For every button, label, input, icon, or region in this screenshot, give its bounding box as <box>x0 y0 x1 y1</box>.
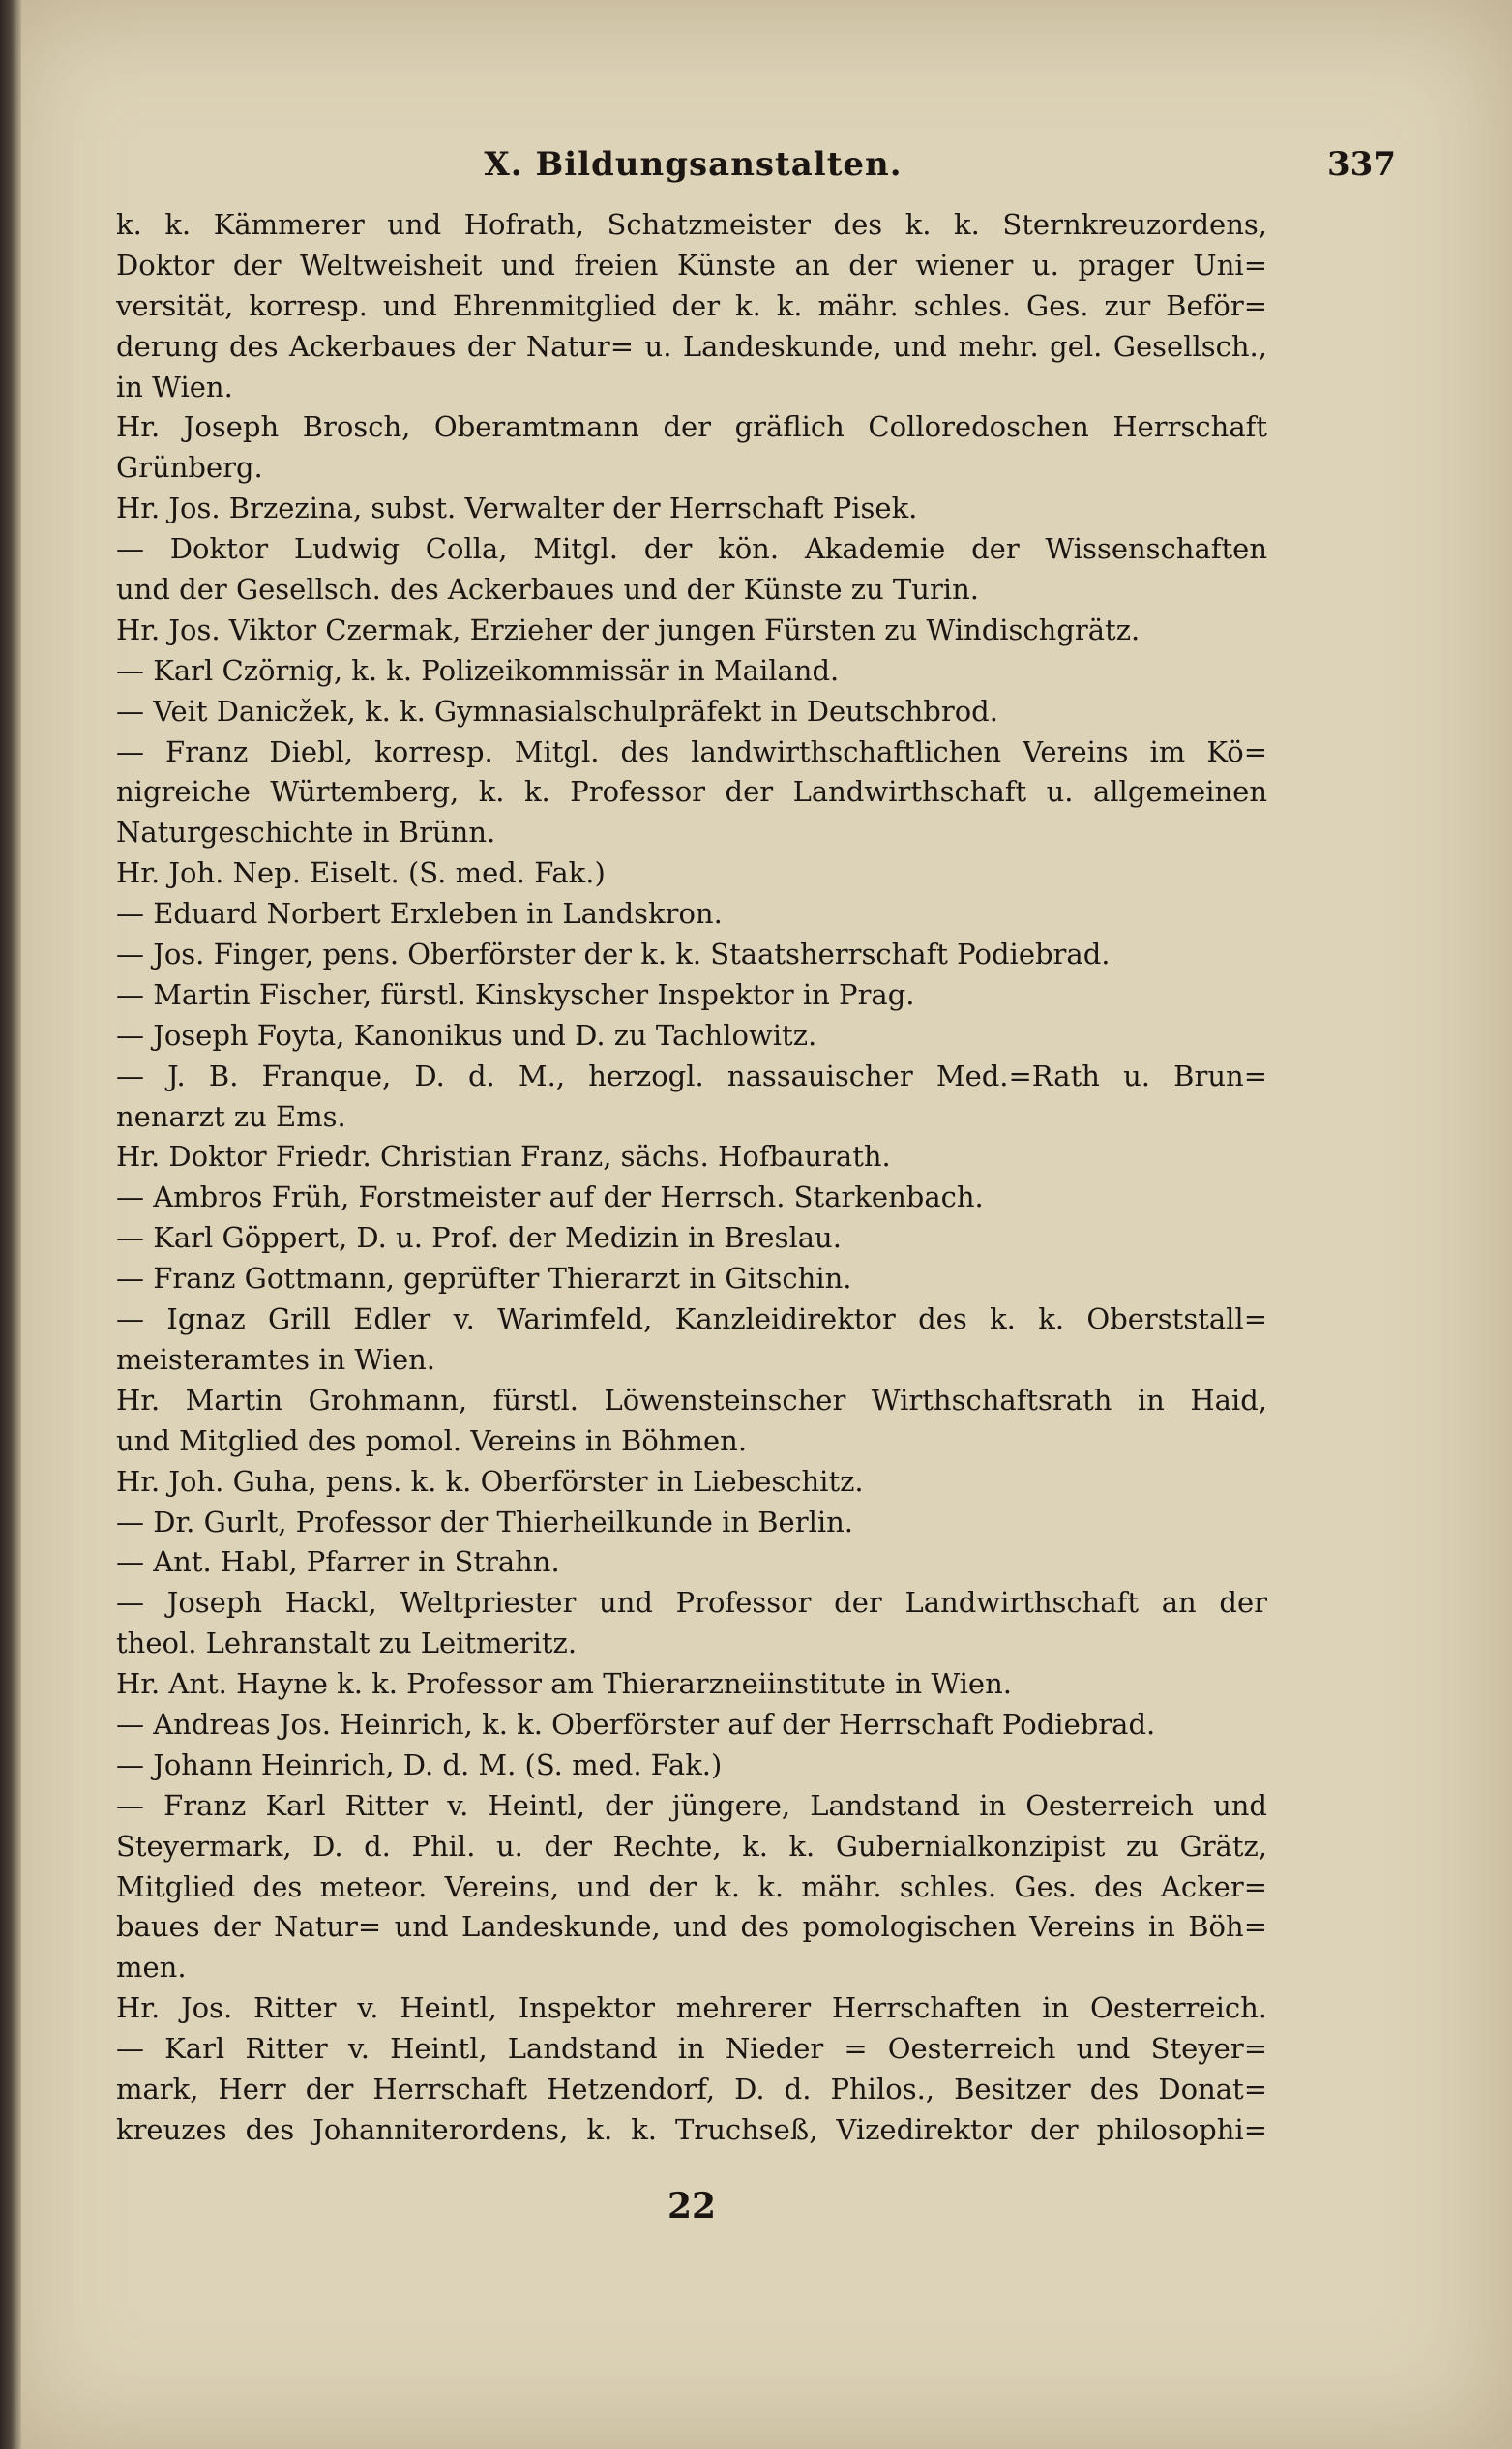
text-line: mark, Herr der Herrschaft Hetzendorf, D. d. Philos., Besitzer des Donat= <box>116 2072 1267 2106</box>
text-line: nigreiche Würtemberg, k. k. Professor der Landwirthschaft u. allgemeinen <box>116 775 1267 809</box>
text-line: und Mitglied des pomol. Vereins in Böhmen. <box>116 1423 748 1457</box>
text-line: derung des Ackerbaues der Natur= u. Landeskunde, und mehr. gel. Gesellsch., <box>116 329 1267 363</box>
text-line: in Wien. <box>116 370 233 403</box>
text-line: — Joseph Hackl, Weltpriester und Professor der Landwirthschaft an der <box>116 1586 1267 1620</box>
text-line: — Karl Ritter v. Heintl, Landstand in Nieder = Oesterreich und Steyer= <box>116 2032 1267 2066</box>
text-line: — Dr. Gurlt, Professor der Thierheilkunde in Berlin. <box>116 1505 854 1538</box>
text-line: — Karl Göppert, D. u. Prof. der Medizin in Breslau. <box>116 1221 842 1255</box>
text-line: — Ambros Früh, Forstmeister auf der Herrsch. Starkenbach. <box>116 1180 984 1214</box>
text-line: — Joseph Foyta, Kanonikus und D. zu Tachlowitz. <box>116 1018 817 1052</box>
text-line: Hr. Doktor Friedr. Christian Franz, sächs. Hofbaurath. <box>116 1140 891 1174</box>
text-line: Doktor der Weltweisheit und freien Künste an der wiener u. prager Uni= <box>116 248 1267 282</box>
page-header <box>116 145 1396 194</box>
text-line: Grünberg. <box>116 451 263 485</box>
text-line: — J. B. Franque, D. d. M., herzogl. nassauischer Med.=Rath u. Brun= <box>116 1059 1267 1092</box>
text-line: Naturgeschichte in Brünn. <box>116 816 496 850</box>
text-line: — Ant. Habl, Pfarrer in Strahn. <box>116 1545 560 1579</box>
text-line: Hr. Joseph Brosch, Oberamtmann der gräflich Colloredoschen Herrschaft <box>116 410 1267 444</box>
text-line: baues der Natur= und Landeskunde, und des pomologischen Vereins in Böh= <box>116 1910 1267 1944</box>
text-line: — Jos. Finger, pens. Oberförster der k. k. Staatsherrschaft Podiebrad. <box>116 938 1111 971</box>
text-line: Hr. Jos. Brzezina, subst. Verwalter der Herrschaft Pisek. <box>116 492 918 525</box>
text-line: men. <box>116 1951 187 1985</box>
text-line: Hr. Joh. Nep. Eiselt. (S. med. Fak.) <box>116 856 606 890</box>
text-line: Hr. Martin Grohmann, fürstl. Löwensteinscher Wirthschaftsrath in Haid, <box>116 1383 1267 1417</box>
text-line: versität, korresp. und Ehrenmitglied der k. k. mähr. schles. Ges. zur Beför= <box>116 288 1267 322</box>
text-line: — Ignaz Grill Edler v. Warimfeld, Kanzleidirektor des k. k. Oberststall= <box>116 1302 1267 1336</box>
text-line: Hr. Jos. Ritter v. Heintl, Inspektor mehrerer Herrschaften in Oesterreich. <box>116 1991 1267 2025</box>
text-line: — Eduard Norbert Erxleben in Landskron. <box>116 897 723 931</box>
text-line: — Martin Fischer, fürstl. Kinskyscher Inspektor in Prag. <box>116 977 915 1011</box>
text-line: Hr. Jos. Viktor Czermak, Erzieher der jungen Fürsten zu Windischgrätz. <box>116 612 1141 646</box>
text-line: — Karl Czörnig, k. k. Polizeikommissär in Mailand. <box>116 653 840 687</box>
text-line: Hr. Ant. Hayne k. k. Professor am Thierarzneiinstitute in Wien. <box>116 1667 1012 1701</box>
text-line: — Franz Karl Ritter v. Heintl, der jüngere, Landstand in Oesterreich und <box>116 1788 1267 1822</box>
text-line: — Johann Heinrich, D. d. M. (S. med. Fak.) <box>116 1747 723 1781</box>
text-line: kreuzes des Johanniterordens, k. k. Truchseß, Vizedirektor der philosophi= <box>116 2112 1267 2146</box>
text-line: — Franz Gottmann, geprüfter Thierarzt in Gitschin. <box>116 1262 852 1296</box>
text-line: Hr. Joh. Guha, pens. k. k. Oberförster in Liebeschitz. <box>116 1464 864 1498</box>
text-line: meisteramtes in Wien. <box>116 1342 436 1376</box>
text-line: nenarzt zu Ems. <box>116 1099 346 1133</box>
page-edge <box>0 0 21 2449</box>
text-line: — Veit Danicžek, k. k. Gymnasialschulpräfekt in Deutschbrod. <box>116 694 998 728</box>
text-line: und der Gesellsch. des Ackerbaues und der Künste zu Turin. <box>116 573 979 607</box>
text-line: — Doktor Ludwig Colla, Mitgl. der kön. Akademie der Wissenschaften <box>116 532 1267 566</box>
body-text <box>116 205 1267 2151</box>
text-line: Steyermark, D. d. Phil. u. der Rechte, k. k. Gubernialkonzipist zu Grätz, <box>116 1829 1267 1863</box>
text-line: theol. Lehranstalt zu Leitmeritz. <box>116 1627 578 1660</box>
printer-signature: 22 <box>667 2186 717 2226</box>
page-number: 337 <box>1327 145 1396 184</box>
text-line: Mitglied des meteor. Vereins, und der k. k. mähr. schles. Ges. des Acker= <box>116 1869 1267 1903</box>
text-line: k. k. Kämmerer und Hofrath, Schatzmeister des k. k. Sternkreuzordens, <box>116 208 1267 241</box>
text-line: — Andreas Jos. Heinrich, k. k. Oberförster auf der Herrschaft Podiebrad. <box>116 1707 1156 1741</box>
text-line: — Franz Diebl, korresp. Mitgl. des landwirthschaftlichen Vereins im Kö= <box>116 734 1267 768</box>
running-title: X. Bildungsanstalten. <box>484 145 903 184</box>
